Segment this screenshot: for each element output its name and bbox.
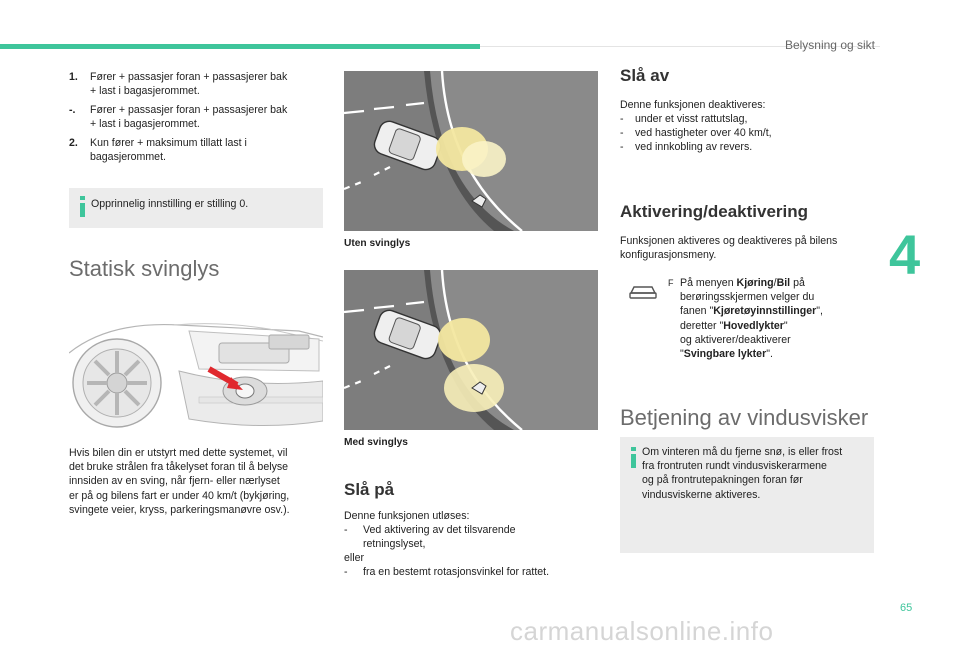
wiper-note-text [642, 445, 870, 502]
step-text: På menyen [680, 277, 737, 289]
list-text: bagasjerommet. [90, 151, 166, 164]
step-text: berøringsskjermen velger du [680, 291, 815, 304]
menu-label-driving: Kjøring [736, 277, 774, 289]
step-text: / [773, 277, 777, 289]
list-text: Fører + passasjer foran + passasjerer bak [90, 104, 288, 116]
list-text: under et visst rattutslag, [635, 113, 748, 126]
or-text: eller [344, 552, 365, 565]
list-item [69, 70, 329, 100]
list-text: retningslyset, [363, 538, 426, 551]
switch-on-text [344, 509, 604, 579]
paragraph-line: svingete veier, kryss, parkeringsmanøvre osv.). [69, 503, 290, 516]
list-text: Kun fører + maksimum tillatt last i [90, 137, 247, 149]
dash: - [344, 524, 348, 537]
list-number: 2. [69, 137, 78, 149]
activation-line: konfigurasjonsmeny. [620, 249, 717, 262]
paragraph-line: innsiden av en sving, når fjern- eller nærlyset [69, 475, 280, 488]
dash: - [620, 141, 624, 154]
info-icon [80, 203, 85, 217]
dash: - [344, 566, 348, 579]
label-headlamps: Hovedlykter [723, 319, 784, 332]
list-item [620, 112, 880, 126]
note-line: fra frontruten rundt vindusviskerarmene [642, 460, 827, 473]
caption-with: Med svinglys [344, 437, 408, 448]
static-light-paragraph [69, 446, 331, 517]
note-line: vindusviskerne aktiveres. [642, 488, 761, 501]
chapter-number: 4 [889, 223, 921, 286]
list-text: + last i bagasjerommet. [90, 118, 200, 131]
info-note-text: Opprinnelig innstilling er stilling 0. [91, 198, 249, 210]
list-item [69, 103, 329, 133]
list-text: ved innkobling av revers. [635, 141, 753, 154]
list-item [620, 126, 880, 140]
note-line: Om vinteren må du fjerne snø, is eller frost [642, 446, 843, 458]
paragraph-line: er på og bilens fart er under 40 km/t (bykjøring, [69, 489, 290, 502]
step-text: " [783, 319, 788, 332]
heading-wiper-control: Betjening av vindusvisker [620, 405, 869, 430]
bullet-marker: F [668, 278, 674, 288]
figure-without-cornering-light [344, 71, 598, 231]
list-item [344, 565, 604, 579]
step-text: " [680, 348, 684, 361]
car-foglight-figure [69, 311, 323, 432]
caption-without: Uten svinglys [344, 238, 411, 249]
step-text: på [790, 277, 805, 289]
list-text: fra en bestemt rotasjonsvinkel for rattet. [363, 566, 550, 579]
info-note [69, 188, 323, 228]
list-item [344, 523, 604, 551]
step-text: og aktiverer/deaktiverer [680, 333, 791, 346]
activation-line: Funksjonen aktiveres og deaktiveres på bilens [620, 235, 838, 247]
list-item [69, 136, 329, 166]
info-icon [631, 454, 636, 468]
figure-with-cornering-light [344, 270, 598, 430]
list-item [620, 140, 880, 154]
section-title: Belysning og sikt [784, 38, 875, 52]
menu-label-car: Bil [776, 277, 791, 289]
step-text: fanen " [680, 305, 714, 318]
paragraph-line: Hvis bilen din er utstyrt med dette systemet, vil [69, 447, 288, 459]
car-menu-icon [628, 284, 658, 300]
paragraph-line: det bruke strålen fra tåkelyset foran til å belyse [69, 461, 289, 474]
list-text: ved hastigheter over 40 km/t, [635, 127, 772, 140]
list-text: Ved aktivering av det tilsvarende [363, 524, 516, 537]
activation-steps [668, 276, 880, 361]
list-number: -. [69, 104, 76, 116]
step-text: ", [816, 305, 823, 318]
watermark: carmanualsonline.info [510, 616, 774, 646]
note-line: og på frontrutepakningen foran før [642, 474, 803, 487]
tab-label-vehicle-settings: Kjøretøyinnstillinger [713, 305, 817, 318]
heading-switch-off: Slå av [620, 66, 670, 85]
heading-static-cornering-light: Statisk svinglys [69, 256, 220, 281]
step-text: ". [766, 348, 773, 361]
label-cornering-lamps: Svingbare lykter [683, 348, 767, 361]
heading-switch-on: Slå på [344, 480, 395, 499]
step-text: deretter " [680, 319, 724, 332]
dash: - [620, 127, 624, 140]
switch-off-text [620, 98, 880, 154]
header-accent-bar [0, 44, 480, 49]
list-number: 1. [69, 71, 78, 83]
list-text: Fører + passasjer foran + passasjerer bak [90, 71, 288, 83]
activation-intro [620, 234, 880, 262]
wiper-info-note [620, 437, 874, 553]
dash: - [620, 113, 624, 126]
switch-on-intro: Denne funksjonen utløses: [344, 510, 470, 522]
list-text: + last i bagasjerommet. [90, 85, 200, 98]
switch-off-intro: Denne funksjonen deaktiveres: [620, 99, 766, 111]
page-number: 65 [900, 602, 913, 614]
heading-activation: Aktivering/deaktivering [620, 202, 809, 221]
